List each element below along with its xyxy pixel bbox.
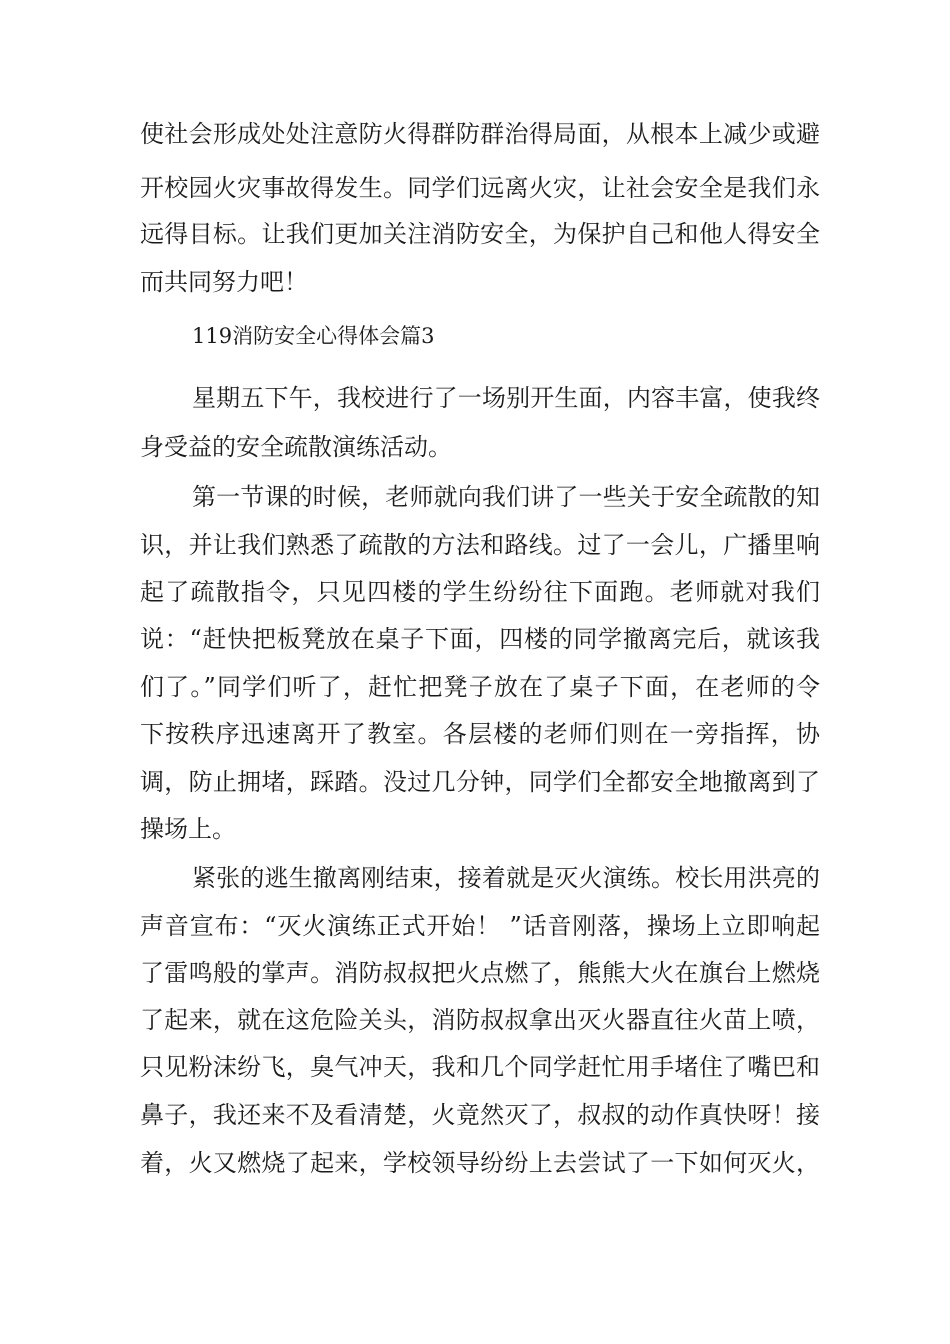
paragraph-line: 了起来，就在这危险关头，消防叔叔拿出灭火器直往火苗上喷， [140, 1006, 820, 1034]
paragraph-line: 说：“赶快把板凳放在桌子下面，四楼的同学撤离完后，就该我 [140, 625, 820, 653]
paragraph-line: 着，火又燃烧了起来，学校领导纷纷上去尝试了一下如何灭火， [140, 1149, 820, 1177]
paragraph-line: 起了疏散指令，只见四楼的学生纷纷往下面跑。老师就对我们 [140, 578, 820, 606]
paragraph-line: 开校园火灾事故得发生。同学们远离火灾，让社会安全是我们永 [140, 174, 820, 202]
paragraph-line: 而共同努力吧！ [140, 268, 308, 296]
paragraph-line: 操场上。 [140, 815, 236, 843]
paragraph-line: 调，防止拥堵，踩踏。没过几分钟，同学们全都安全地撤离到了 [140, 768, 820, 796]
section-heading: 119消防安全心得体会篇3 [192, 324, 435, 348]
paragraph-line: 紧张的逃生撤离刚结束，接着就是灭火演练。校长用洪亮的 [192, 864, 820, 892]
paragraph-line: 第一节课的时候，老师就向我们讲了一些关于安全疏散的知 [192, 483, 820, 511]
paragraph-line: 鼻子，我还来不及看清楚，火竟然灭了，叔叔的动作真快呀！接 [140, 1101, 820, 1129]
paragraph-line: 远得目标。让我们更加关注消防安全，为保护自己和他人得安全 [140, 220, 820, 248]
paragraph-line: 们了。”同学们听了，赶忙把凳子放在了桌子下面，在老师的令 [140, 673, 820, 701]
paragraph-line: 下按秩序迅速离开了教室。各层楼的老师们则在一旁指挥，协 [140, 720, 820, 748]
paragraph-line: 只见粉沫纷飞，臭气冲天，我和几个同学赶忙用手堵住了嘴巴和 [140, 1053, 820, 1081]
paragraph-line: 身受益的安全疏散演练活动。 [140, 433, 452, 461]
paragraph-line: 使社会形成处处注意防火得群防群治得局面，从根本上减少或避 [140, 120, 820, 148]
paragraph-line: 星期五下午，我校进行了一场别开生面，内容丰富，使我终 [192, 384, 820, 412]
paragraph-line: 了雷鸣般的掌声。消防叔叔把火点燃了，熊熊大火在旗台上燃烧 [140, 959, 820, 987]
paragraph-line: 识，并让我们熟悉了疏散的方法和路线。过了一会儿，广播里响 [140, 531, 820, 559]
paragraph-line: 声音宣布：“灭火演练正式开始！ ”话音刚落，操场上立即响起 [140, 912, 820, 940]
